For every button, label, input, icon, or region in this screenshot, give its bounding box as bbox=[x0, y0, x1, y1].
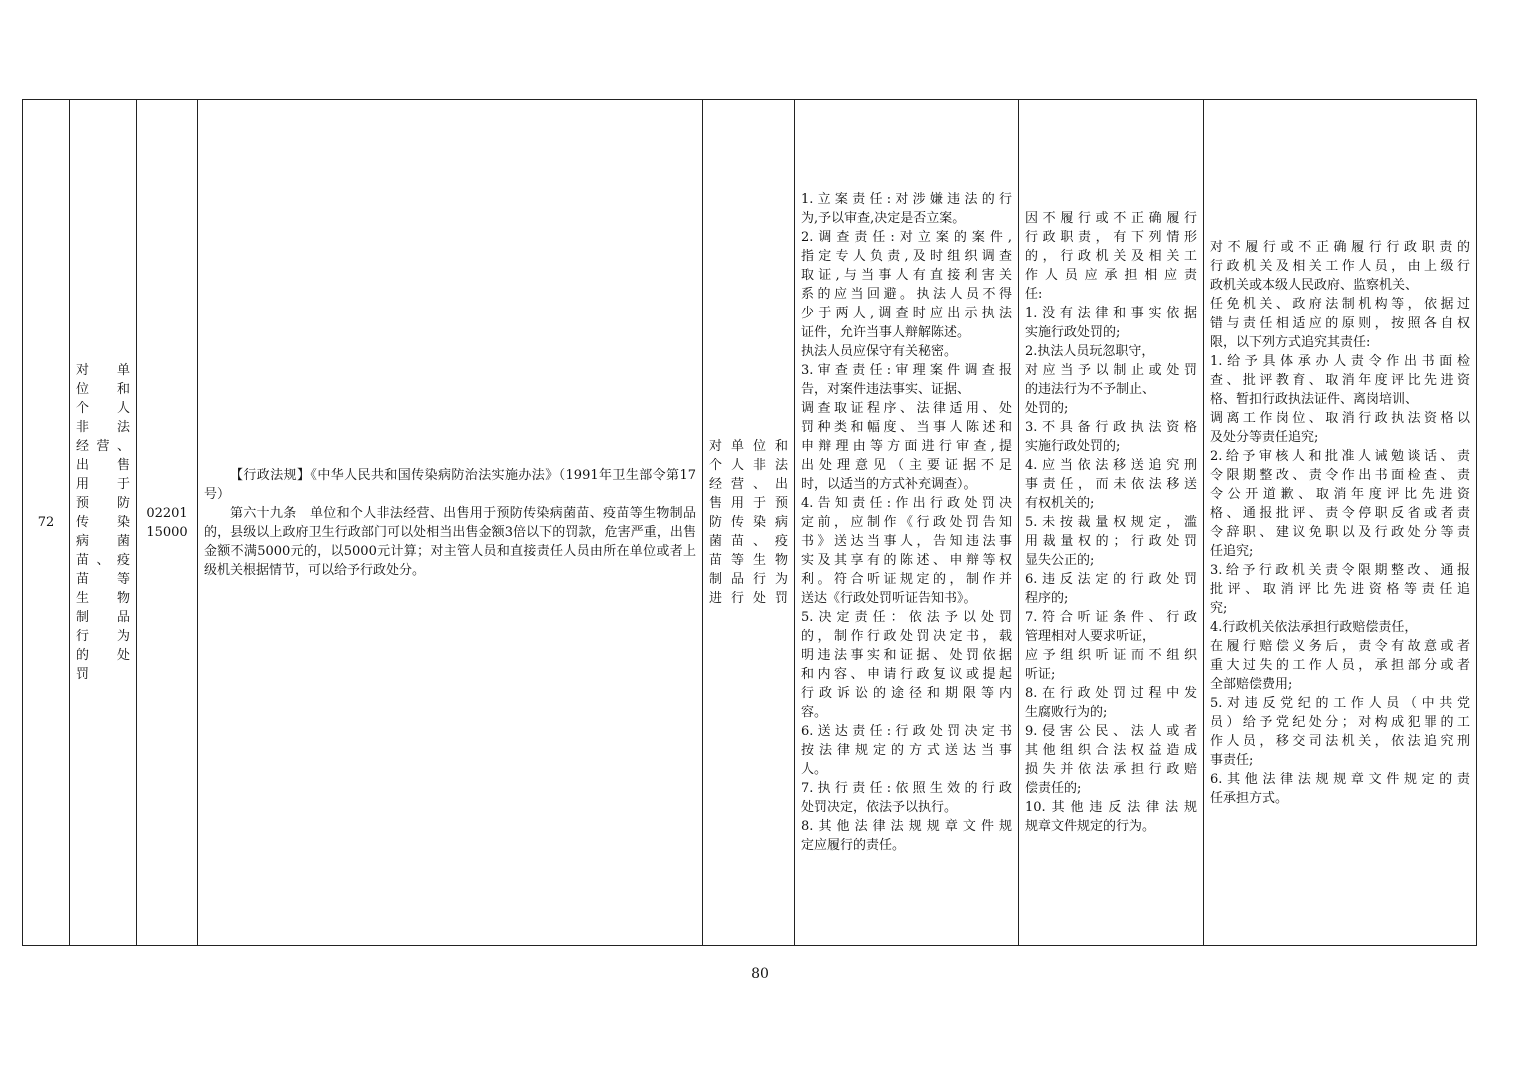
responsibility-line: 1.立案责任:对涉嫌违法的行 bbox=[801, 192, 1012, 207]
accountability-line: 9.侵害公民、法人或者 bbox=[1025, 724, 1197, 739]
responsibility-line: 定前，应制作《行政处罚告知 bbox=[801, 515, 1012, 530]
accountability-line: 的违法行为不予制止、 bbox=[1025, 382, 1156, 397]
punishment-line: 任免机关、政府法制机构等，依据过 bbox=[1210, 296, 1470, 312]
accountability-line: 显失公正的; bbox=[1025, 553, 1095, 568]
item-name-line: 的 处 bbox=[76, 648, 130, 663]
item-name-line: 罚 bbox=[76, 667, 90, 682]
implementing-subject-cell bbox=[703, 100, 795, 946]
responsibility-line: 出处理意见（主要证据不足 bbox=[801, 458, 1012, 473]
punishment-line: 究; bbox=[1210, 600, 1228, 616]
accountability-line: 5.未按裁量权规定，滥 bbox=[1025, 515, 1197, 530]
item-name-line: 苗 等 bbox=[76, 572, 130, 587]
responsibility-line: 按法律规定的方式送达当事 bbox=[801, 743, 1012, 758]
accountability-line: 听证; bbox=[1025, 667, 1056, 682]
item-name-line: 病 菌 bbox=[76, 534, 130, 549]
accountability-line: 应予组织听证而不组织 bbox=[1025, 648, 1197, 663]
accountability-line: 4.应当依法移送追究刑 bbox=[1025, 458, 1197, 473]
punishment-line: 3.给予行政机关责令限期整改、通报 bbox=[1210, 562, 1470, 578]
punishment-list bbox=[1210, 238, 1470, 808]
subject-line: 对单位和 bbox=[709, 439, 788, 454]
responsibility-line: 3.审查责任:审理案件调查报 bbox=[801, 363, 1012, 378]
accountability-line: 2.执法人员玩忽职守， bbox=[1025, 344, 1155, 359]
punishment-line: 政机关或本级人民政府、监察机关、 bbox=[1210, 277, 1419, 293]
item-name-line: 苗、疫 bbox=[76, 553, 130, 568]
punishment-line: 格、暂扣行政执法证件、离岗培训、 bbox=[1210, 391, 1419, 407]
responsibility-line: 执法人员应保守有关秘密。 bbox=[801, 344, 958, 359]
subject-line: 售用于预 bbox=[709, 496, 788, 511]
accountability-line: 用裁量权的；行政处罚 bbox=[1025, 534, 1197, 549]
item-name-line: 个 人 bbox=[76, 401, 130, 416]
punishment-line: 重大过失的工作人员，承担部分或者 bbox=[1210, 657, 1470, 673]
punishment-line: 1.给予具体承办人责令作出书面检 bbox=[1210, 353, 1470, 369]
accountability-line: 6.违反法定的行政处罚 bbox=[1025, 572, 1197, 587]
responsibility-line: 实及其享有的陈述、申辩等权 bbox=[801, 553, 1012, 568]
item-name-cell bbox=[70, 100, 137, 946]
subject-line: 制品行为 bbox=[709, 572, 788, 587]
accountability-line: 的，行政机关及相关工 bbox=[1025, 249, 1197, 264]
punishment-line: 全部赔偿费用; bbox=[1210, 676, 1293, 692]
punishment-cell bbox=[1204, 100, 1477, 946]
punishment-line: 事责任; bbox=[1210, 752, 1254, 768]
responsibility-line: 证件，允许当事人辩解陈述。 bbox=[801, 325, 971, 340]
responsibility-cell bbox=[795, 100, 1019, 946]
accountability-line: 因不履行或不正确履行 bbox=[1025, 211, 1197, 226]
accountability-line: 实施行政处罚的; bbox=[1025, 325, 1121, 340]
accountability-list bbox=[1025, 209, 1197, 836]
item-name-line: 对 单 bbox=[76, 363, 130, 378]
responsibility-line: 4.告知责任:作出行政处罚决 bbox=[801, 496, 1012, 511]
accountability-line: 损失并依法承担行政赔 bbox=[1025, 762, 1197, 777]
punishment-line: 6.其他法律法规规章文件规定的责 bbox=[1210, 771, 1470, 787]
responsibility-line: 容。 bbox=[801, 705, 828, 720]
accountability-line: 处罚的; bbox=[1025, 401, 1069, 416]
responsibility-line: 告，对案件违法事实、证据、 bbox=[801, 382, 971, 397]
punishment-line: 批评、取消评比先进资格等责任追 bbox=[1210, 581, 1470, 597]
punishment-line: 4.行政机关依法承担行政赔偿责任， bbox=[1210, 619, 1418, 635]
item-name bbox=[76, 361, 130, 684]
responsibility-line: 时，以适当的方式补充调查）。 bbox=[801, 477, 977, 492]
subject-line: 进行处罚 bbox=[709, 591, 788, 606]
item-code-line: 02201 bbox=[146, 505, 188, 521]
responsibility-line: 系的应当回避。执法人员不得 bbox=[801, 287, 1012, 302]
accountability-line: 实施行政处罚的; bbox=[1025, 439, 1121, 454]
punishment-line: 行政机关及相关工作人员，由上级行 bbox=[1210, 258, 1470, 274]
accountability-line: 对应当予以制止或处罚 bbox=[1025, 363, 1197, 378]
item-name-line: 传 染 bbox=[76, 515, 130, 530]
row-number: 72 bbox=[23, 100, 70, 946]
legal-basis-title: 【行政法规】《中华人民共和国传染病防治法实施办法》（1991年卫生部令第17号） bbox=[204, 467, 696, 502]
responsibility-line: 为,予以审查,决定是否立案。 bbox=[801, 211, 966, 226]
responsibility-line: 2.调查责任:对立案的案件, bbox=[801, 230, 1012, 245]
responsibility-line: 少于两人,调查时应出示执法 bbox=[801, 306, 1012, 321]
punishment-line: 任追究; bbox=[1210, 543, 1254, 559]
item-name-line: 非 法 bbox=[76, 420, 130, 435]
item-code-cell bbox=[137, 100, 198, 946]
punishment-line: 查、批评教育、取消年度评比先进资 bbox=[1210, 372, 1470, 388]
responsibility-line: 取证,与当事人有直接利害关 bbox=[801, 268, 1012, 283]
punishment-line: 5.对违反党纪的工作人员（中共党 bbox=[1210, 695, 1470, 711]
page-number: 80 bbox=[751, 966, 769, 982]
responsibility-line: 5.决定责任：依法予以处罚 bbox=[801, 610, 1012, 625]
accountability-line: 10.其他违反法律法规 bbox=[1025, 800, 1197, 815]
responsibility-line: 的，制作行政处罚决定书，载 bbox=[801, 629, 1012, 644]
implementing-subject bbox=[709, 437, 788, 608]
accountability-line: 程序的; bbox=[1025, 591, 1069, 606]
responsibility-line: 调查取证程序、法律适用、处 bbox=[801, 401, 1012, 416]
responsibility-line: 人。 bbox=[801, 762, 828, 777]
accountability-cell bbox=[1019, 100, 1204, 946]
responsibility-line: 6.送达责任:行政处罚决定书 bbox=[801, 724, 1012, 739]
legal-basis-cell bbox=[198, 100, 703, 946]
punishment-line: 令辞职、建议免职以及行政处分等责 bbox=[1210, 524, 1470, 540]
responsibility-line: 指定专人负责,及时组织调查 bbox=[801, 249, 1012, 264]
accountability-line: 规章文件规定的行为。 bbox=[1025, 819, 1156, 834]
punishment-line: 对不履行或不正确履行行政职责的 bbox=[1210, 239, 1470, 255]
accountability-line: 其他组织合法权益造成 bbox=[1025, 743, 1197, 758]
responsibility-line: 行政诉讼的途径和期限等内 bbox=[801, 686, 1012, 701]
accountability-line: 8.在行政处罚过程中发 bbox=[1025, 686, 1197, 701]
item-name-line: 位 和 bbox=[76, 382, 130, 397]
punishment-line: 调离工作岗位、取消行政执法资格以 bbox=[1210, 410, 1470, 426]
punishment-line: 限，以下列方式追究其责任: bbox=[1210, 334, 1371, 350]
subject-line: 菌苗、疫 bbox=[709, 534, 788, 549]
responsibility-line: 7.执行责任:依照生效的行政 bbox=[801, 781, 1012, 796]
punishment-line: 在履行赔偿义务后，责令有故意或者 bbox=[1210, 638, 1470, 654]
item-code-line: 15000 bbox=[146, 524, 188, 540]
responsibility-line: 罚种类和幅度、当事人陈述和 bbox=[801, 420, 1012, 435]
responsibility-line: 送达《行政处罚听证告知书》。 bbox=[801, 591, 977, 606]
punishment-line: 及处分等责任追究; bbox=[1210, 429, 1319, 445]
subject-line: 防传染病 bbox=[709, 515, 788, 530]
item-name-line: 经营、 bbox=[76, 439, 130, 454]
responsibility-list bbox=[801, 190, 1012, 855]
responsibility-line: 申辩理由等方面进行审查,提 bbox=[801, 439, 1012, 454]
responsibility-line: 利。符合听证规定的，制作并 bbox=[801, 572, 1012, 587]
punishment-line: 任承担方式。 bbox=[1210, 790, 1289, 806]
subject-line: 个人非法 bbox=[709, 458, 788, 473]
legal-basis-article: 第六十九条 单位和个人非法经营、出售用于预防传染病菌苗、疫苗等生物制品的，县级以上政府卫生行政部门可以处相当出售金额3倍以下的罚款，危害严重，出售金额不满5000元的，以5000元计算；对主管人员和直接责任人员由所在单位或者上级机关根据情节，可以给予行政处分。 bbox=[204, 505, 696, 578]
subject-line: 苗等生物 bbox=[709, 553, 788, 568]
punishment-line: 员）给予党纪处分；对构成犯罪的工 bbox=[1210, 714, 1470, 730]
table-row bbox=[23, 100, 1477, 946]
item-name-line: 行 为 bbox=[76, 629, 130, 644]
punishment-line: 2.给予审核人和批准人诫勉谈话、责 bbox=[1210, 448, 1470, 464]
item-name-line: 用 于 bbox=[76, 477, 130, 492]
responsibility-line: 8.其他法律法规规章文件规 bbox=[801, 819, 1012, 834]
accountability-line: 有权机关的; bbox=[1025, 496, 1095, 511]
punishment-line: 格、通报批评、责令停职反省或者责 bbox=[1210, 505, 1470, 521]
punishment-line: 错与责任相适应的原则，按照各自权 bbox=[1210, 315, 1470, 331]
duty-list-table bbox=[22, 99, 1477, 946]
responsibility-line: 处罚决定，依法予以执行。 bbox=[801, 800, 958, 815]
accountability-line: 任: bbox=[1025, 287, 1043, 302]
item-name-line: 预 防 bbox=[76, 496, 130, 511]
accountability-line: 管理相对人要求听证， bbox=[1025, 629, 1156, 644]
punishment-line: 令公开道歉、取消年度评比先进资 bbox=[1210, 486, 1470, 502]
responsibility-line: 明违法事实和证据、处罚依据 bbox=[801, 648, 1012, 663]
accountability-line: 作人员应承担相应责 bbox=[1025, 268, 1197, 283]
responsibility-line: 书》送达当事人，告知违法事 bbox=[801, 534, 1012, 549]
responsibility-line: 和内容、申请行政复议或提起 bbox=[801, 667, 1012, 682]
accountability-line: 事责任，而未依法移送 bbox=[1025, 477, 1197, 492]
accountability-line: 7.符合听证条件、行政 bbox=[1025, 610, 1197, 625]
accountability-line: 3.不具备行政执法资格 bbox=[1025, 420, 1197, 435]
item-name-line: 出 售 bbox=[76, 458, 130, 473]
accountability-line: 生腐败行为的; bbox=[1025, 705, 1108, 720]
punishment-line: 作人员，移交司法机关，依法追究刑 bbox=[1210, 733, 1470, 749]
accountability-line: 1.没有法律和事实依据 bbox=[1025, 306, 1197, 321]
subject-line: 经营、出 bbox=[709, 477, 788, 492]
punishment-line: 令限期整改、责令作出书面检查、责 bbox=[1210, 467, 1470, 483]
accountability-line: 行政职责，有下列情形 bbox=[1025, 230, 1197, 245]
accountability-line: 偿责任的; bbox=[1025, 781, 1082, 796]
item-name-line: 制 品 bbox=[76, 610, 130, 625]
item-name-line: 生 物 bbox=[76, 591, 130, 606]
responsibility-line: 定应履行的责任。 bbox=[801, 838, 906, 853]
